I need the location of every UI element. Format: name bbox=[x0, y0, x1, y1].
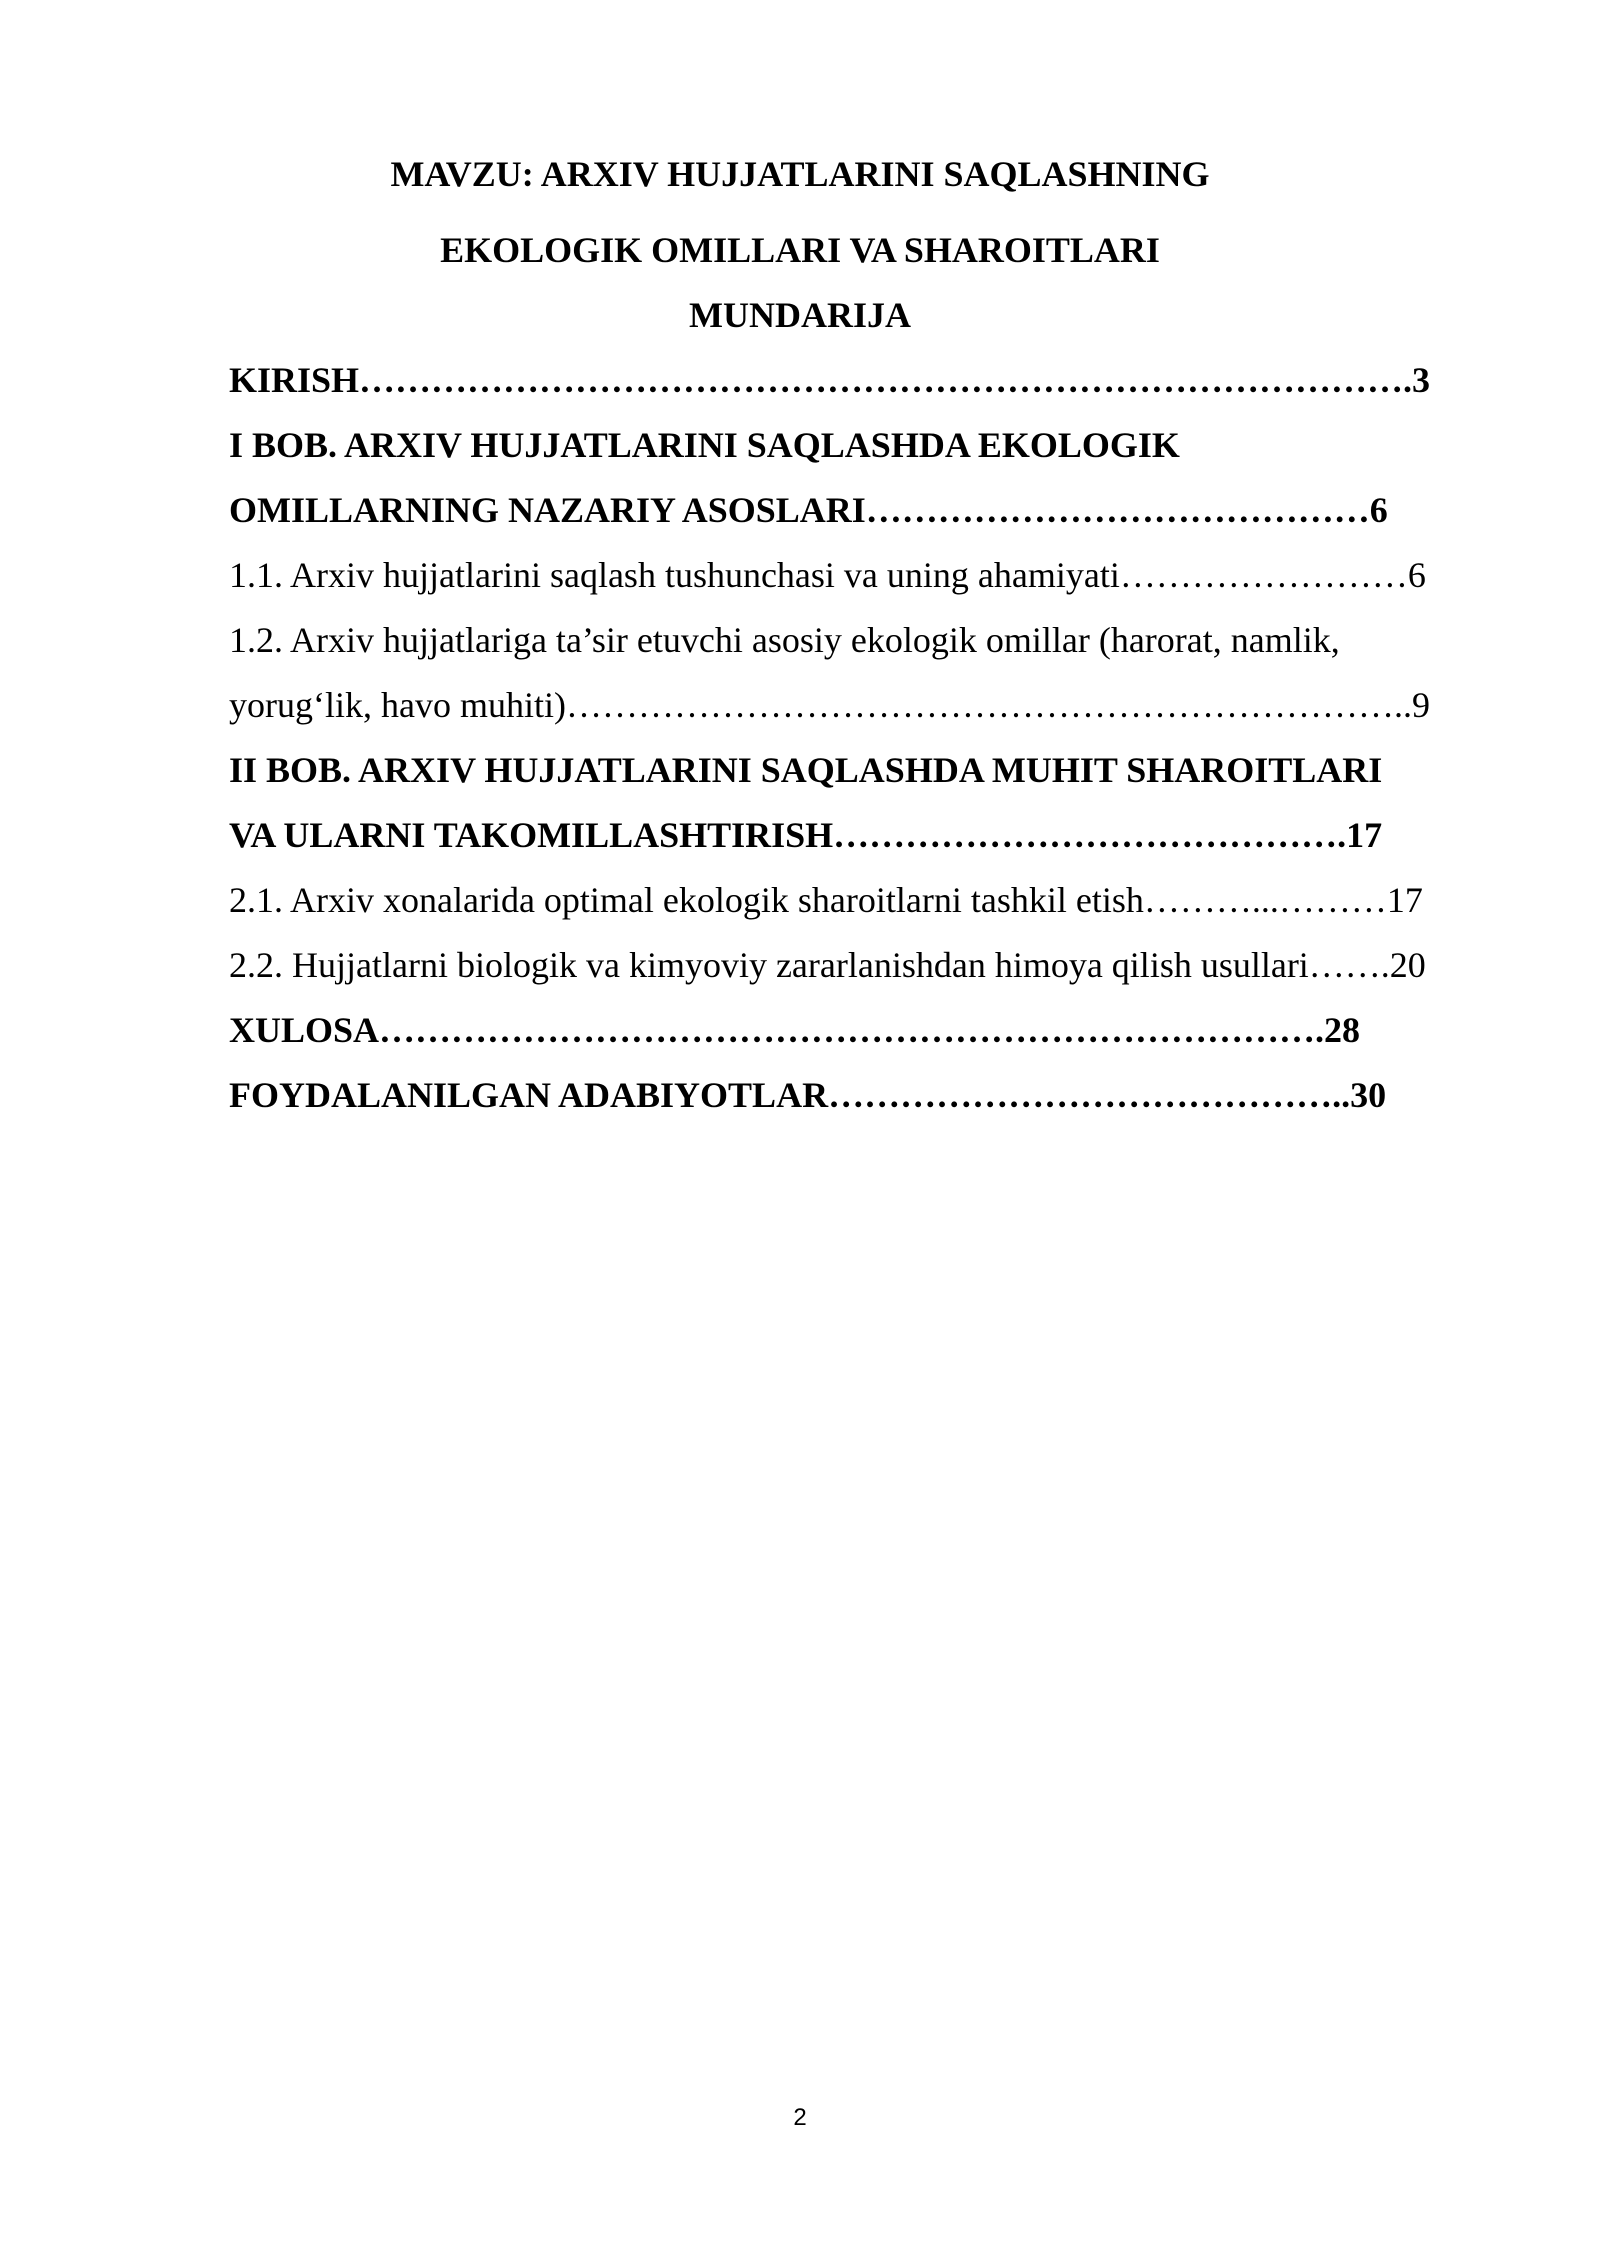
toc-entry-section-2-2: 2.2. Hujjatlarni biologik va kimyoviy zararlanishdan himoya qilish usullari…….20 bbox=[229, 945, 1426, 985]
toc-entry-adabiyotlar: FOYDALANILGAN ADABIYOTLAR……………………………………..30 bbox=[229, 1075, 1387, 1115]
page-number: 2 bbox=[793, 2104, 807, 2131]
toc-entry-kirish: KIRISH…………………………………………………………………………….3 bbox=[229, 360, 1431, 400]
toc-entry-xulosa: XULOSA…………………………………………………………………….28 bbox=[229, 1010, 1361, 1050]
topic-title-line-2: EKOLOGIK OMILLARI VA SHAROITLARI bbox=[440, 230, 1160, 270]
topic-title-line-1: MAVZU: ARXIV HUJJATLARINI SAQLASHNING bbox=[390, 154, 1210, 194]
contents-heading: MUNDARIJA bbox=[689, 295, 911, 335]
toc-entry-chapter-2-line-1: II BOB. ARXIV HUJJATLARINI SAQLASHDA MUHIT SHAROITLARI bbox=[229, 750, 1383, 790]
toc-entry-chapter-2-line-2: VA ULARNI TAKOMILLASHTIRISH…………………………………….17 bbox=[229, 815, 1383, 855]
toc-entry-chapter-1-line-1: I BOB. ARXIV HUJJATLARINI SAQLASHDA EKOLOGIK bbox=[229, 425, 1180, 465]
toc-entry-section-1-2-line-1: 1.2. Arxiv hujjatlariga ta’sir etuvchi asosiy ekologik omillar (harorat, namlik, bbox=[229, 620, 1340, 660]
toc-entry-section-1-2-line-2: yorug‘lik, havo muhiti)……………………………………………………………..9 bbox=[229, 685, 1430, 725]
toc-entry-chapter-1-line-2: OMILLARNING NAZARIY ASOSLARI……………………………………6 bbox=[229, 490, 1388, 530]
toc-entry-section-1-1: 1.1. Arxiv hujjatlarini saqlash tushunchasi va uning ahamiyati……………………6 bbox=[229, 555, 1426, 595]
toc-entry-section-2-1: 2.1. Arxiv xonalarida optimal ekologik sharoitlarni tashkil etish………...………17 bbox=[229, 880, 1423, 920]
